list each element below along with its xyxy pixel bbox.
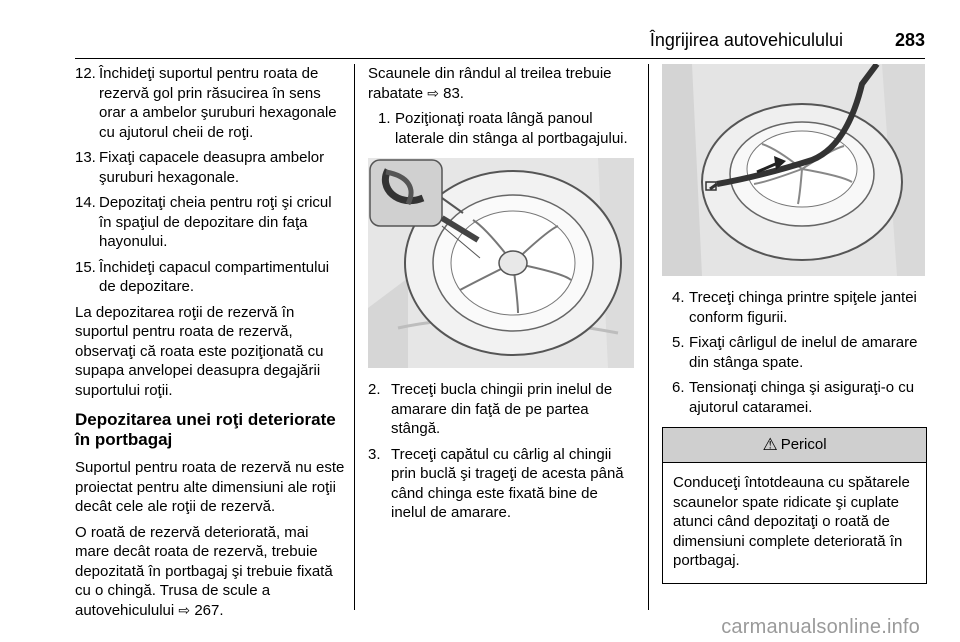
item-text: Treceţi capătul cu cârlig al chingii prin buclă şi trageţi de acesta până când chinga este fixată bine de inelul de amarare. [391,445,624,521]
item-number: 2. [368,381,381,398]
danger-header [663,428,926,463]
paragraph-text: O roată de rezervă deteriorată, mai mare decât roata de rezervă, trebuie depozitată în portbagaj şi trebuie fixată cu o chingă. Trusa de scule a autovehiculului [75,523,333,619]
danger-text: Conduceţi întotdeauna cu spătarele scaunelor spate ridicate şi cuplate atunci când depozitaţi o roată de dimensiuni complete deteriorată în portbagaj. [673,474,910,569]
column-2 [368,64,634,529]
wheel-strapped-svg [662,64,925,276]
column-divider [648,64,649,610]
item-text: Fixaţi capacele deasupra ambelor şuruburi hexagonale. [99,149,325,186]
item-text: Tensionaţi chinga şi asiguraţi-o cu ajutorul cataramei. [689,379,915,416]
paragraph: La depozitarea roţii de rezervă în suportul pentru roata de rezervă, observaţi că roata este poziţionată cu supapa anvelopei deasupra degajării suportului roţii. [75,303,324,399]
item-text: Poziţionaţi roata lângă panoul laterale din stânga al portbagajului. [395,110,628,147]
item-text: Fixaţi cârligul de inelul de amarare din stânga spate. [689,334,918,371]
paragraph [368,64,634,103]
page-number: 283 [894,30,925,50]
list-item [672,333,927,372]
page-reference[interactable]: 267. [194,601,224,619]
danger-box [662,427,927,584]
paragraph [75,523,345,621]
item-text: Închideţi capacul compartimentului de depozitare. [99,258,330,295]
wheel-strapped-illustration [662,64,925,276]
item-text: Depozitaţi cheia pentru roţi şi cricul în spaţiul de depozitare din faţa hayonului. [99,194,332,250]
item-number: 14. [75,194,96,211]
list-item [368,380,634,439]
item-number: 3. [368,445,381,463]
list-item [75,258,345,297]
item-text: Închideţi suportul pentru roata de rezervă gol prin răsucirea în sens orar a ambelor şuruburi hexagonale cu ajutorul cheii de roţi. [99,65,337,141]
item-number: 6. [672,379,685,396]
item-number: 5. [672,334,685,351]
page-header [75,28,925,59]
item-number: 4. [672,289,685,306]
column-1 [75,64,345,626]
item-text: Treceţi bucla chingii prin inelul de amarare din faţă de pe partea stângă. [391,381,613,437]
paragraph: Suportul pentru roata de rezervă nu este proiectat pentru alte dimensiuni ale roţii decât cele ale roţii de rezervă. [75,459,345,515]
item-number: 15. [75,258,96,276]
wheel-illustration-svg [368,158,634,368]
paragraph-text: Scaunele din rândul al treilea trebuie rabatate [368,65,612,102]
list-item [672,288,927,327]
section-heading: Depozitarea unei roţi deteriorate în portbagaj [75,410,336,449]
item-number: 13. [75,149,96,166]
danger-title: Pericol [780,436,827,454]
chapter-title: Îngrijirea autovehiculului [649,30,843,50]
list-item [75,193,345,252]
list-item [378,109,634,148]
list-item [75,64,345,142]
wheel-strap-illustration [368,158,634,368]
item-text: Treceţi chinga printre spiţele jantei conform figurii. [689,289,917,326]
item-number: 1. [378,110,391,127]
column-divider [354,64,355,610]
page-reference-arrow-icon[interactable]: ⇨ [178,601,191,618]
warning-triangle-icon: ⚠ [762,435,778,455]
page-reference[interactable]: 83. [443,84,464,102]
list-item [368,445,634,523]
list-item [672,378,927,417]
list-item [75,148,345,187]
item-number: 12. [75,65,96,82]
watermark: carmanualsonline.info [721,616,920,638]
column-3 [662,64,927,584]
page-reference-arrow-icon[interactable]: ⇨ [427,84,439,101]
